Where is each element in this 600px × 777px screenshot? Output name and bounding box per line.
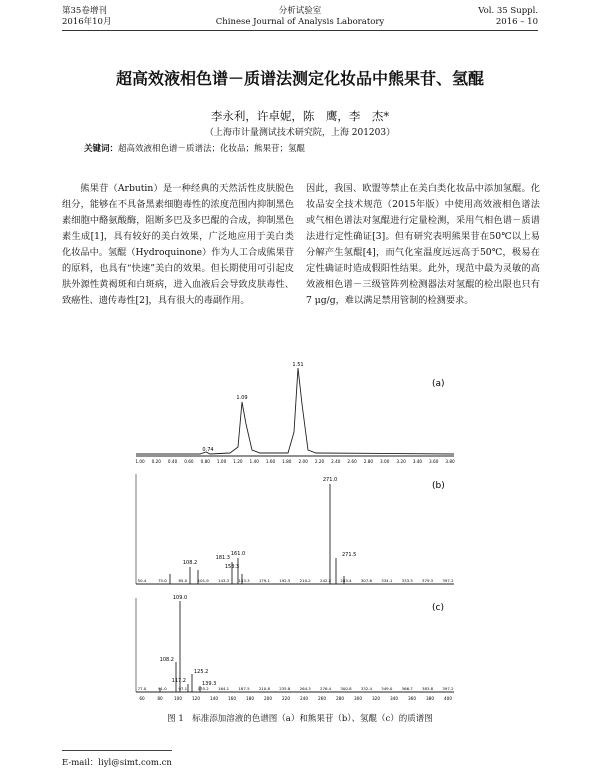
- panel-b-label: (b): [432, 481, 445, 491]
- peak-label-b-6: 181.3: [215, 555, 230, 561]
- header-journal-en: Chinese Journal of Analysis Laboratory: [215, 17, 385, 27]
- axis-label: 0.40: [167, 459, 178, 464]
- peak-label-c-3: 125.2: [194, 669, 209, 675]
- header-date-en: 2016 – 10: [495, 17, 538, 27]
- axis-label: 366.7: [401, 686, 413, 691]
- peak-label-a-2: 1.09: [236, 395, 248, 401]
- axis-label: 75.0: [158, 578, 167, 583]
- axis-label: 2.40: [331, 459, 341, 464]
- peak-label-b-4: 108.2: [182, 560, 198, 566]
- axis-label: 300: [354, 696, 362, 701]
- axis-label: 340: [390, 696, 398, 701]
- axis-label: 187.5: [238, 686, 250, 691]
- axis-label: 180: [246, 696, 254, 701]
- axis-label: 235.8: [279, 686, 291, 691]
- axis-label: 1.00: [135, 459, 145, 464]
- axis-label: 135.2: [197, 686, 209, 691]
- axis-label: 332.4: [360, 686, 372, 691]
- axis-label: 140: [210, 696, 218, 701]
- peak-label-b-2: 161.0: [230, 551, 246, 557]
- axis-label: 1.40: [249, 459, 259, 464]
- axis-label: 143.3: [218, 578, 230, 583]
- panel-b-axis-labels: [138, 578, 454, 583]
- axis-label: 220: [282, 696, 290, 701]
- author-email: E-mail：liyl@simt.com.cn: [62, 758, 172, 768]
- axis-label: 2.20: [314, 459, 325, 464]
- article-authors: 李永利，许卓妮，陈 鹰，李 杰*: [210, 109, 390, 123]
- figure-1: [130, 362, 470, 706]
- header-volume: 第35卷增刊: [62, 6, 107, 16]
- axis-label: 333.3: [401, 578, 413, 583]
- header-date: 2016年10月: [62, 17, 112, 27]
- axis-label: 334.1: [381, 578, 393, 583]
- axis-label: 400: [444, 696, 452, 701]
- axis-label: 320: [372, 696, 380, 701]
- keywords-label: 关键词：: [84, 144, 119, 154]
- axis-label: 192.5: [279, 578, 291, 583]
- article-affiliation: （上海市计量测试技术研究院，上海 201203）: [204, 128, 396, 138]
- axis-label: 1.20: [233, 459, 243, 464]
- keywords-text: 超高效液相色谱－质谱法；化妆品；熊果苷；氢醌: [118, 144, 306, 154]
- axis-label: 50.4: [137, 578, 147, 583]
- axis-label: 397.2: [442, 686, 454, 691]
- panel-c-label: (c): [432, 603, 444, 613]
- peak-label-b-5: 153.3: [224, 564, 240, 570]
- body-left-column: 熊果苷（Arbutin）是一种经典的天然活性皮肤脱色组分，能够在不具备黑素细胞毒性的浓度范围内抑制黑色素细胞中酪氨酸酶，阻断多巴及多巴醌的合成，抑制黑色素生成[1]，具有较好的美白效果，广泛地应用于美白类化妆品中。氢醌（Hydroquinone）作为人工合成熊果苷的原料，也具有“快速”美白的效果。但长期使用可引起皮肤外源性黄褐斑和白斑病，进入血液后会导致皮肤毒性、致癌性、遗传毒性[2]，具有很大的毒副作用。: [62, 183, 294, 306]
- axis-label: 3.60: [429, 459, 439, 464]
- axis-label: 379.3: [422, 578, 434, 583]
- header-rule: [62, 30, 538, 31]
- peak-label-c-5: 139.3: [202, 681, 217, 687]
- panel-a: [135, 362, 455, 464]
- axis-label: 100: [174, 696, 182, 701]
- axis-label: 0.20: [151, 459, 161, 464]
- peak-label-c-1: 109.0: [172, 595, 188, 601]
- axis-label: 101.9: [197, 578, 209, 583]
- axis-label: 280: [336, 696, 344, 701]
- axis-label: 276.4: [320, 686, 332, 691]
- axis-label: 179.1: [258, 578, 270, 583]
- panel-a-label: (a): [432, 379, 445, 389]
- panel-c: [136, 595, 454, 701]
- axis-label: 85.0: [178, 578, 188, 583]
- axis-label: 91.0: [158, 686, 167, 691]
- axis-label: 1.80: [282, 459, 292, 464]
- axis-label: 160: [228, 696, 236, 701]
- axis-label: 300.8: [340, 686, 352, 691]
- axis-label: 2.00: [298, 459, 308, 464]
- axis-label: 397.2: [442, 578, 454, 583]
- panel-c-axis-labels: [138, 686, 454, 691]
- axis-label: 0.80: [200, 459, 210, 464]
- axis-label: 77.0: [137, 686, 147, 691]
- axis-label: 97.1: [178, 686, 188, 691]
- peak-label-a-1: 0.74: [202, 447, 214, 453]
- article-title: 超高效液相色谱－质谱法测定化妆品中熊果苷、氢醌: [115, 69, 484, 88]
- axis-label: 260: [318, 696, 326, 701]
- peak-label-b-3: 271.5: [342, 552, 357, 558]
- keywords: [84, 142, 305, 154]
- axis-label: 3.00: [380, 459, 390, 464]
- axis-label: 1.60: [265, 459, 276, 464]
- axis-label: 360: [408, 696, 416, 701]
- axis-label: 1.00: [216, 459, 227, 464]
- peak-label-c-2: 108.2: [159, 657, 174, 663]
- axis-label: 200: [264, 696, 272, 701]
- panel-c-ticks: [139, 696, 452, 701]
- axis-label: 383.8: [422, 686, 434, 691]
- axis-label: 3.20: [396, 459, 406, 464]
- axis-label: 349.0: [381, 686, 393, 691]
- chromatogram-trace: [136, 368, 454, 454]
- axis-label: 60: [139, 696, 145, 701]
- panel-b: [136, 474, 454, 584]
- axis-label: 210.2: [299, 578, 311, 583]
- axis-label: 0.60: [184, 459, 194, 464]
- axis-label: 120: [192, 696, 200, 701]
- axis-label: 242.2: [320, 578, 332, 583]
- panel-a-ticks: [135, 459, 455, 464]
- axis-label: 2.80: [363, 459, 374, 464]
- axis-label: 3.80: [445, 459, 455, 464]
- axis-label: 210.8: [258, 686, 270, 691]
- axis-label: 3.40: [412, 459, 423, 464]
- axis-label: 164.1: [218, 686, 230, 691]
- axis-label: 80: [157, 696, 163, 701]
- peak-label-b-1: 271.0: [322, 477, 338, 483]
- panel-b-peaks: [170, 484, 344, 584]
- axis-label: 2.60: [347, 459, 357, 464]
- axis-label: 240: [300, 696, 308, 701]
- figure-caption: 图 1 标准添加溶液的色谱图（a）和熊果苷（b）、氢醌（c）的质谱图: [167, 714, 433, 724]
- axis-label: 264.3: [299, 686, 311, 691]
- header-vol-en: Vol. 35 Suppl.: [478, 6, 538, 16]
- axis-label: 380: [426, 696, 434, 701]
- header-journal-cn: 分析试验室: [278, 6, 322, 16]
- body-right-column: 因此，我国、欧盟等禁止在美白类化妆品中添加氢醌。化妆品安全技术规范（2015年版）中使用高效液相色谱法或气相色谱法对氢醌进行定量检测，采用气相色谱－质谱法进行定性确证[3]。但有研究表明熊果苷在50℃以上易分解产生氢醌[4]，而气化室温度远远高于50℃，极易在定性确证时造成假阳性结果。此外，现范中最为灵敏的高效液相色谱－三级管阵列检测器法对氢醌的检出限也只有7 μg/g，难以满足禁用管制的检测要求。: [306, 183, 540, 306]
- peak-label-c-4: 117.2: [171, 678, 186, 684]
- axis-label: 283.4: [340, 578, 352, 583]
- footnote-rule: [62, 750, 172, 751]
- axis-label: 153.3: [238, 578, 250, 583]
- peak-label-a-3: 1.51: [292, 362, 304, 368]
- axis-label: 307.6: [360, 578, 372, 583]
